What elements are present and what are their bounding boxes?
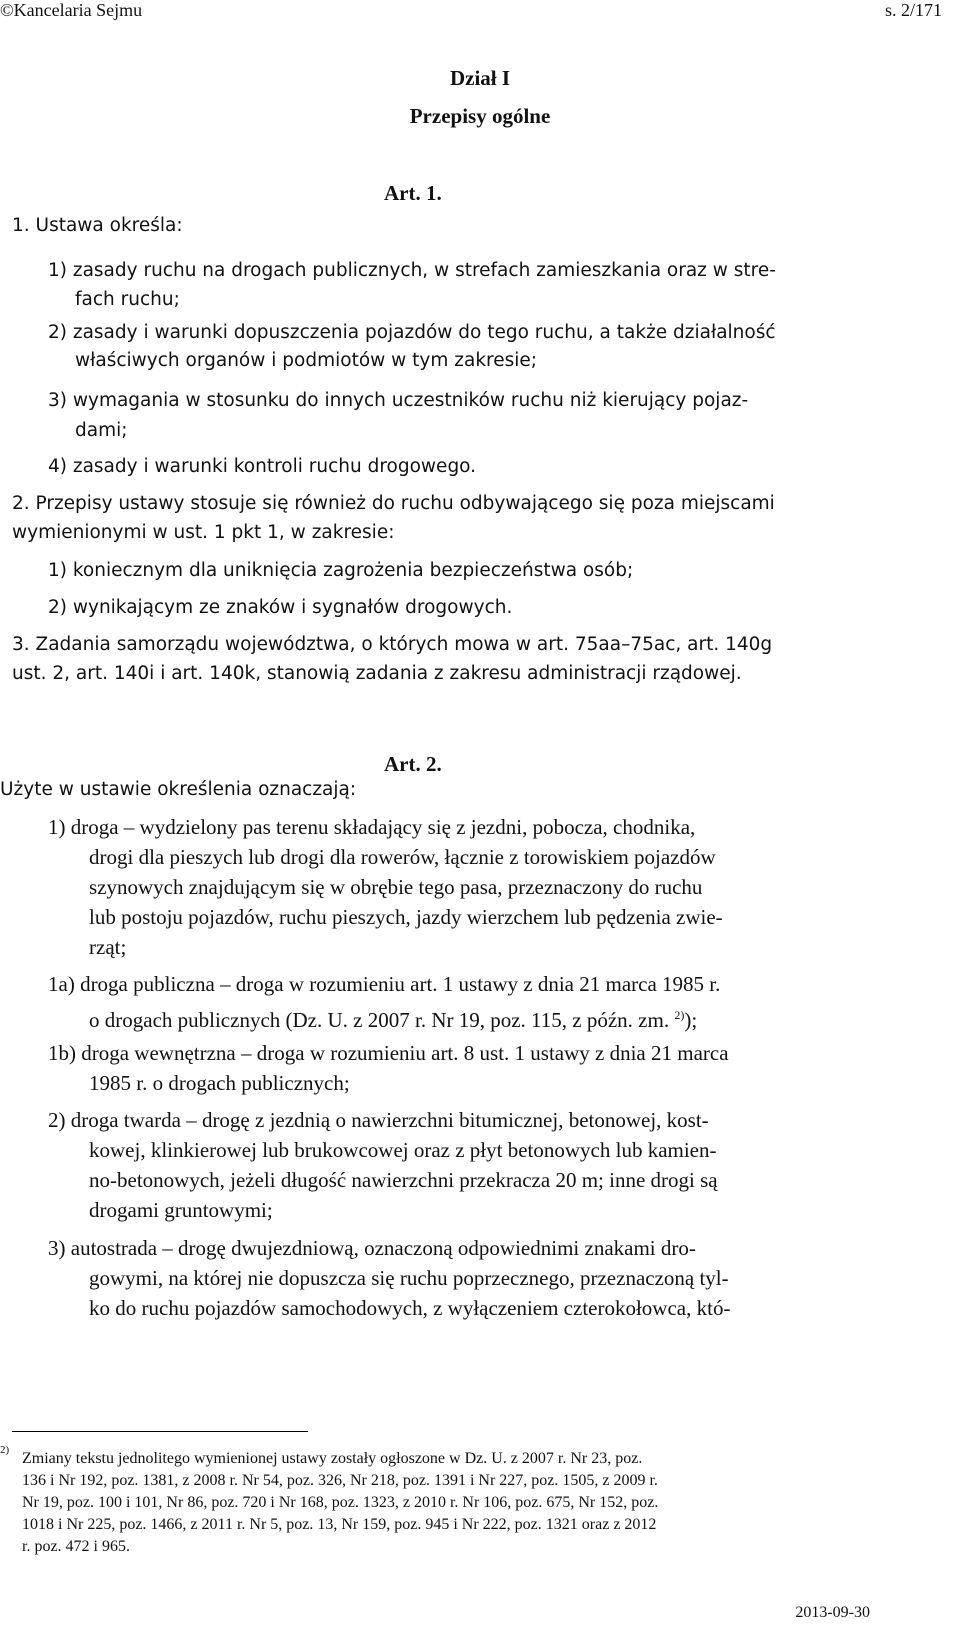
art2-line: ko do ruchu pojazdów samochodowych, z wyłączeniem czterokołowca, któ- [89,1296,731,1320]
footnote-line: 136 i Nr 192, poz. 1381, z 2008 r. Nr 54, poz. 326, Nr 218, poz. 1391 i Nr 227, poz. 1505, z 2009 r. [22,1472,658,1489]
section-title: Dział I [449,66,511,90]
art1-line: 3) wymagania w stosunku do innych uczestników ruchu niż kierujący pojaz- [48,390,749,411]
art2-line: gowymi, na której nie dopuszcza się ruchu poprzecznego, przeznaczoną tyl- [89,1266,729,1290]
art2-line: 3) autostrada – drogę dwujezdniową, oznaczoną odpowiednimi znakami dro- [48,1236,696,1260]
art2-line: rząt; [89,935,127,959]
footnote-line: Zmiany tekstu jednolitego wymienionej ustawy zostały ogłoszone w Dz. U. z 2007 r. Nr 23, poz. [22,1450,643,1467]
footnote-line: 1018 i Nr 225, poz. 1466, z 2011 r. Nr 5, poz. 13, Nr 159, poz. 945 i Nr 222, poz. 1321 oraz z 2012 [22,1516,657,1533]
footnote-reference: 2) [674,1008,685,1022]
art1-line: ust. 2, art. 140i i art. 140k, stanowią zadania z zakresu administracji rządowej. [12,663,742,684]
art2-intro: Użyte w ustawie określenia oznaczają: [0,779,357,800]
footnote-line: Nr 19, poz. 100 i 101, Nr 86, poz. 720 i Nr 168, poz. 1323, z 2010 r. Nr 106, poz. 675, Nr 152, poz. [22,1494,659,1511]
art2-line: drogi dla pieszych lub drogi dla rowerów, łącznie z torowiskiem pojazdów [89,845,716,869]
art2-line: drogami gruntowymi; [89,1198,273,1222]
section-subtitle: Przepisy ogólne [409,104,551,128]
copyright-notice: ©Kancelaria Sejmu [0,0,143,20]
art1-line: 3. Zadania samorządu województwa, o których mowa w art. 75aa–75ac, art. 140g [12,634,773,655]
art2-line: kowej, klinkierowej lub brukowcowej oraz z płyt betonowych lub kamien- [89,1138,717,1162]
art2-line: szynowych znajdującym się w obrębie tego pasa, przeznaczony do ruchu [89,875,703,899]
art1-line: dami; [75,420,128,441]
art1-line: 1. Ustawa określa: [12,215,183,236]
article-2-label: Art. 2. [384,752,442,776]
article-1-label: Art. 1. [384,181,442,205]
art1-line: właściwych organów i podmiotów w tym zakresie; [75,350,538,371]
art2-line: 1a) droga publiczna – droga w rozumieniu art. 1 ustawy z dnia 21 marca 1985 r. [48,972,721,996]
art2-line: lub postoju pojazdów, ruchu pieszych, jazdy wierzchem lub pędzenia zwie- [89,905,723,929]
art1-line: 2) zasady i warunki dopuszczenia pojazdów do tego ruchu, a także działalność [48,322,776,343]
footnote-line: r. poz. 472 i 965. [22,1538,130,1555]
footnote-separator [12,1431,308,1432]
art2-line: 2) droga twarda – drogę z jezdnią o nawierzchni bitumicznej, betonowej, kost- [48,1108,709,1132]
art2-line: 1) droga – wydzielony pas terenu składający się z jezdni, pobocza, chodnika, [48,815,696,839]
art1-line: 2) wynikającym ze znaków i sygnałów drogowych. [48,597,513,618]
art1-line: fach ruchu; [75,289,180,310]
document-date: 2013-09-30 [795,1604,870,1621]
art1-line: 2. Przepisy ustawy stosuje się również do ruchu odbywającego się poza miejscami [12,493,775,514]
art1-line: 1) zasady ruchu na drogach publicznych, w strefach zamieszkania oraz w stre- [48,260,776,281]
art2-line: 1985 r. o drogach publicznych; [89,1071,350,1095]
footnote-marker: 2) [0,1444,10,1456]
art1-line: wymienionymi w ust. 1 pkt 1, w zakresie: [12,522,395,543]
art1-line: 4) zasady i warunki kontroli ruchu drogowego. [48,456,477,477]
art2-line-with-ref [89,1003,697,1032]
page-number: s. 2/171 [884,0,942,20]
art2-line: 1b) droga wewnętrzna – droga w rozumieniu art. 8 ust. 1 ustawy z dnia 21 marca [48,1041,729,1065]
art1-line: 1) koniecznym dla uniknięcia zagrożenia bezpieczeństwa osób; [48,560,634,581]
art2-line: no-betonowych, jeżeli długość nawierzchni przekracza 20 m; inne drogi są [89,1168,718,1192]
art2-line-text: o drogach publicznych (Dz. U. z 2007 r. Nr 19, poz. 115, z późn. zm. [89,1008,670,1032]
art2-line-end: ); [684,1008,698,1032]
